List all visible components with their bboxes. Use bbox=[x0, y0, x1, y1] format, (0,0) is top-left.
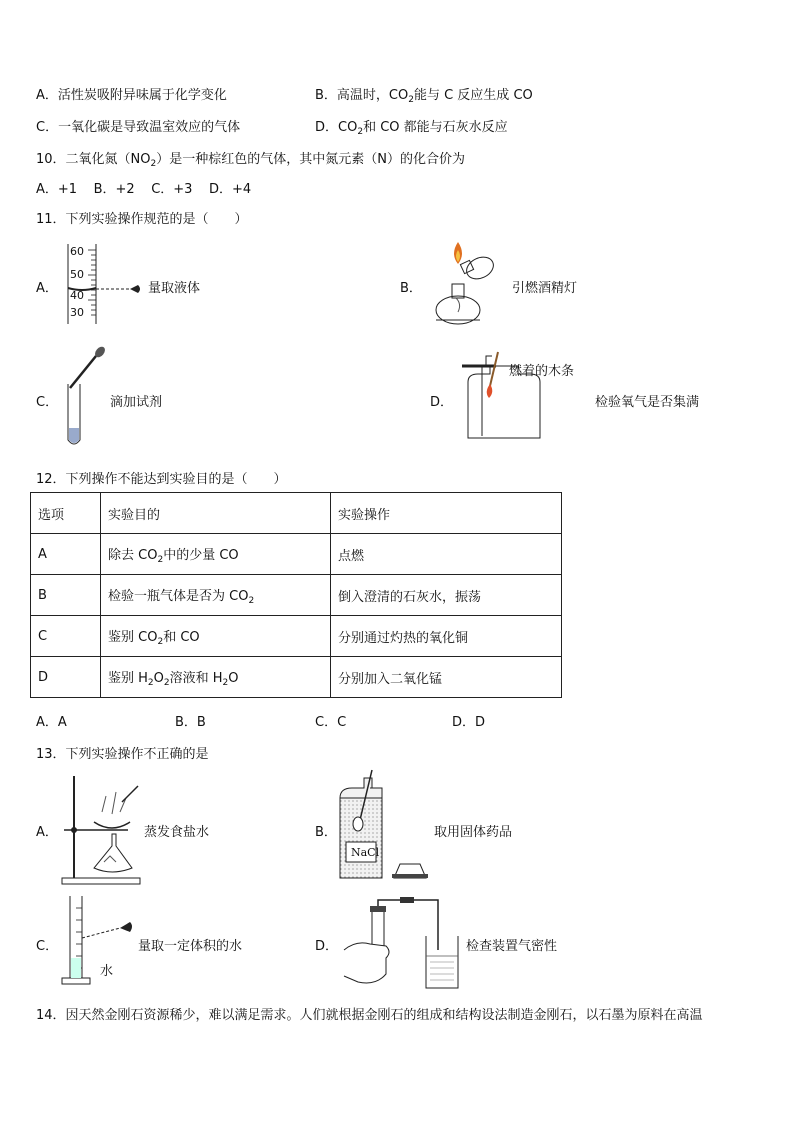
cylinder-tick-label: 40 bbox=[70, 289, 84, 302]
q11-stem: 11．下列实验操作规范的是（ ） bbox=[36, 212, 248, 227]
table-cell: D bbox=[31, 657, 101, 698]
q13-option-a-label: 蒸发食盐水 bbox=[144, 825, 210, 840]
q9-option-d: D．$CO_2$和 CO 都能与石灰水反应 bbox=[315, 120, 508, 137]
q9-option-c: C．一氧化碳是导致温室效应的气体 bbox=[36, 120, 241, 135]
q13-option-c-label: 量取一定体积的水 bbox=[138, 939, 243, 954]
cylinder-tick-label: 50 bbox=[70, 268, 84, 281]
q12-answer-c: C．C bbox=[315, 715, 347, 730]
q13-option-b-letter: B． bbox=[315, 825, 337, 840]
q12-table bbox=[30, 492, 562, 698]
table-header-cell: 选项 bbox=[31, 493, 101, 534]
q13-option-b-label: 取用固体药品 bbox=[434, 825, 513, 840]
table-cell: B bbox=[31, 575, 101, 616]
q14-stem: 14．因天然金刚石资源稀少，难以满足需求。人们就根据金刚石的组成和结构设法制造金刚石，以石墨为原料在高温 bbox=[36, 1008, 703, 1023]
q13-stem: 13．下列实验操作不正确的是 bbox=[36, 747, 209, 762]
table-cell: 检验一瓶气体是否为 $CO_2$ bbox=[101, 575, 331, 616]
nacl-bottle-label: NaCl bbox=[351, 846, 380, 859]
q11-option-d-callout: 燃着的木条 bbox=[509, 364, 575, 379]
cylinder-water-label: 水 bbox=[100, 964, 114, 979]
table-header-cell: 实验目的 bbox=[101, 493, 331, 534]
q13-option-d-label: 检查装置气密性 bbox=[466, 939, 558, 954]
table-cell: 鉴别 $H_2O_2$溶液和 $H_2O$ bbox=[101, 657, 331, 698]
q11-option-d-letter: D． bbox=[430, 395, 454, 410]
alcohol-lamp-lighting-figure bbox=[428, 240, 508, 328]
cylinder-tick-label: 60 bbox=[70, 245, 84, 258]
cylinder-tick-label: 30 bbox=[70, 306, 84, 319]
q11-option-c-letter: C． bbox=[36, 395, 59, 410]
q11-option-a-label: 量取液体 bbox=[148, 281, 201, 296]
table-cell: 分别加入二氧化锰 bbox=[331, 657, 562, 698]
table-cell: 分别通过灼热的氧化铜 bbox=[331, 616, 562, 657]
table-cell: 鉴别 $CO_2$和 CO bbox=[101, 616, 331, 657]
q11-option-d-label: 检验氧气是否集满 bbox=[595, 395, 700, 410]
q10-options: A．+1 B．+2 C．+3 D．+4 bbox=[36, 182, 252, 197]
q9-option-b: B．高温时，$CO_2$能与 C 反应生成 CO bbox=[315, 88, 533, 105]
table-cell: C bbox=[31, 616, 101, 657]
q12-answer-b: B．B bbox=[175, 715, 206, 730]
table-cell: 倒入澄清的石灰水，振荡 bbox=[331, 575, 562, 616]
q12-answer-d: D．D bbox=[452, 715, 486, 730]
table-header-row bbox=[31, 493, 562, 534]
q9-option-a: A．活性炭吸附异味属于化学变化 bbox=[36, 88, 227, 103]
q11-option-b-label: 引燃酒精灯 bbox=[512, 281, 578, 296]
q12-answer-a: A．A bbox=[36, 715, 67, 730]
q11-option-a-letter: A． bbox=[36, 281, 58, 296]
table-cell: 点燃 bbox=[331, 534, 562, 575]
evaporation-setup-figure bbox=[60, 772, 144, 886]
q12-stem: 12．下列操作不能达到实验目的是（ ） bbox=[36, 472, 287, 487]
table-cell: 除去 $CO_2$中的少量 CO bbox=[101, 534, 331, 575]
table-row bbox=[31, 575, 562, 616]
solid-reagent-bottle-figure bbox=[336, 768, 436, 882]
q13-option-a-letter: A． bbox=[36, 825, 58, 840]
q10-stem: 10．二氧化氮$(NO_2)$是一种棕红色的气体，其中氮元素（N）的化合价为 bbox=[36, 152, 465, 169]
q11-option-b-letter: B． bbox=[400, 281, 422, 296]
table-cell: A bbox=[31, 534, 101, 575]
table-row bbox=[31, 534, 562, 575]
q13-option-c-letter: C． bbox=[36, 939, 59, 954]
table-row bbox=[31, 616, 562, 657]
q11-option-c-label: 滴加试剂 bbox=[110, 395, 163, 410]
table-header-cell: 实验操作 bbox=[331, 493, 562, 534]
table-row bbox=[31, 657, 562, 698]
airtightness-check-figure bbox=[342, 896, 466, 992]
dropper-test-tube-figure bbox=[62, 344, 112, 450]
q13-option-d-letter: D． bbox=[315, 939, 339, 954]
